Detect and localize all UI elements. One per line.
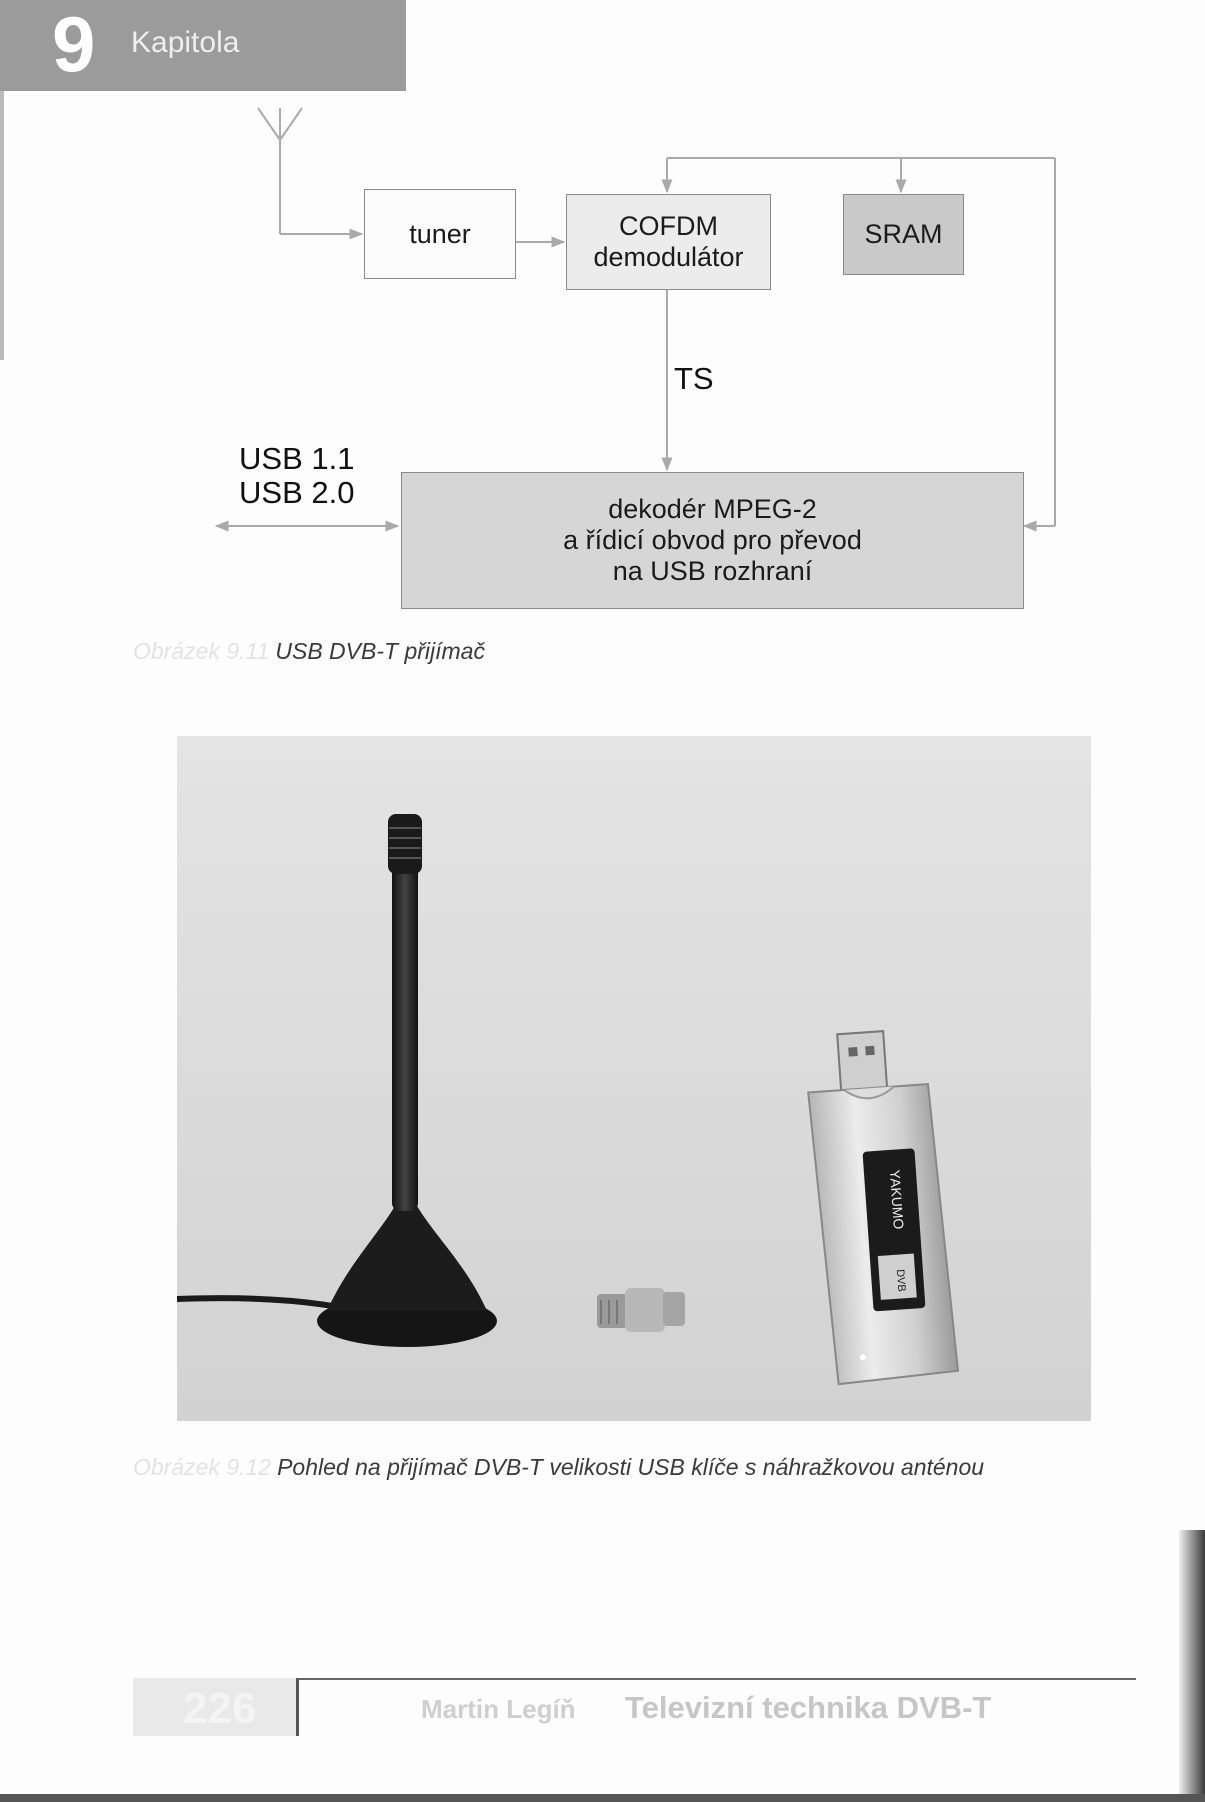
decoder-block: [401, 472, 1024, 609]
sram-label: SRAM: [864, 219, 943, 249]
photo-illustration: [177, 736, 1091, 1421]
chapter-label: Kapitola: [131, 26, 240, 59]
footer-author: Martin Legíň: [421, 1694, 576, 1724]
tuner-label: tuner: [409, 218, 471, 249]
footer-rule: [298, 1678, 1136, 1680]
product-photo: [177, 736, 1091, 1421]
page-number: 226: [183, 1684, 257, 1733]
block-diagram: [0, 90, 1205, 650]
chapter-header: [0, 0, 406, 91]
footer-book-title: Televizní technika DVB-T: [625, 1690, 992, 1725]
page-binding-shadow: [1179, 1530, 1205, 1802]
antenna-mast: [392, 866, 418, 1211]
cofdm-block: [566, 194, 771, 290]
dvb-logo: DVB: [893, 1268, 908, 1293]
ts-label: TS: [674, 361, 714, 396]
usb-label: [239, 442, 354, 510]
figure-text-2: Pohled na přijímač DVB-T velikosti USB klíče s náhražkovou anténou: [277, 1454, 985, 1480]
antenna-icon: [258, 108, 362, 234]
usb-label-1: USB 1.1: [239, 441, 355, 476]
antenna-adapter: [597, 1288, 685, 1332]
cofdm-label-1: COFDM: [619, 211, 718, 241]
brand-label: YAKUMO: [886, 1169, 907, 1230]
figure-number-1: Obrázek 9.11: [133, 638, 270, 664]
chapter-number: 9: [52, 0, 96, 88]
figure-text-1: USB DVB-T přijímač: [275, 638, 485, 664]
page-bottom-edge: [0, 1794, 1205, 1802]
cofdm-label-2: demodulátor: [593, 242, 744, 272]
decoder-label-1: dekodér MPEG-2: [608, 494, 817, 524]
figure-number-2: Obrázek 9.12: [133, 1454, 272, 1480]
decoder-label-2: a řídicí obvod pro převod: [563, 525, 862, 555]
sram-block: [843, 194, 964, 275]
page-number-tab: [133, 1678, 299, 1736]
figure-caption-1: [133, 638, 485, 665]
figure-caption-2: [133, 1454, 984, 1481]
decoder-label-3: na USB rozhraní: [612, 556, 813, 586]
usb-label-2: USB 2.0: [239, 475, 355, 510]
tuner-block: [364, 189, 516, 279]
